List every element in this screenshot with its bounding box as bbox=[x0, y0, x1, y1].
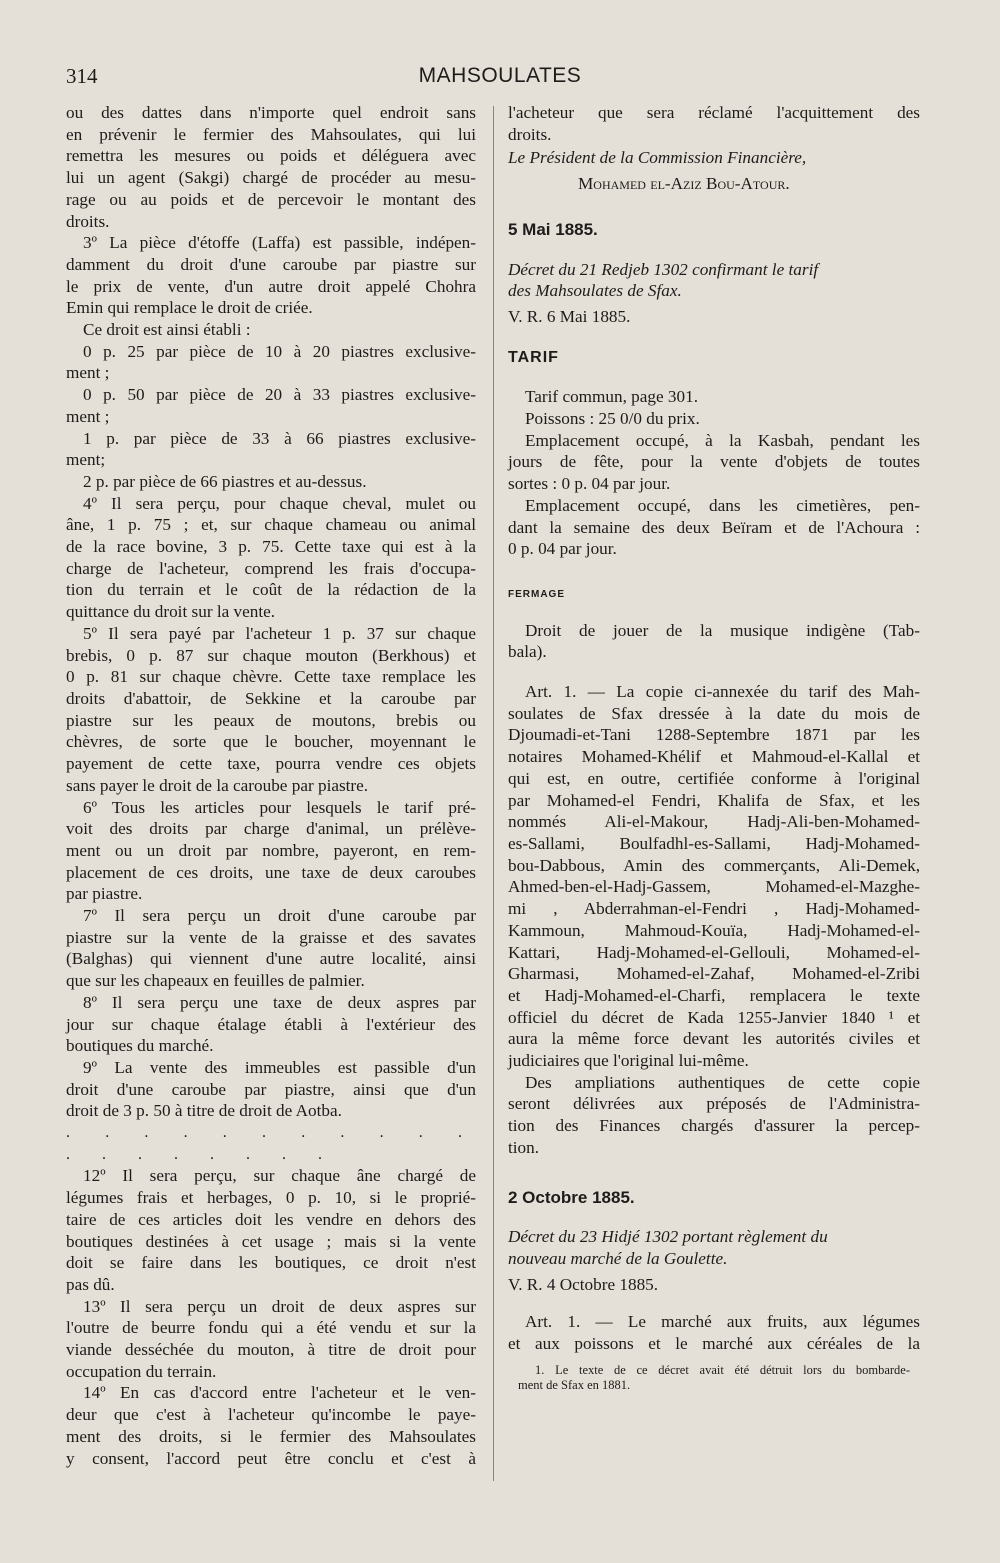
text-line: nouveau marché de la Goulette. bbox=[508, 1248, 728, 1268]
text-line: Djoumadi-et-Tani 1288-Septembre 1871 par les bbox=[508, 725, 920, 745]
text-line: par piastre. bbox=[66, 884, 143, 904]
decree-title bbox=[508, 1226, 920, 1269]
text-line: aura la même force devant les autorités civiles et bbox=[508, 1029, 920, 1049]
text-line: jour sur chaque étalage établi à l'extérieur des bbox=[66, 1014, 476, 1034]
ellipsis-row: . . . . . . . . . . . . . . . . . . . bbox=[66, 1124, 476, 1163]
footnote bbox=[508, 1363, 920, 1393]
text-line: jours de fête, pour la vente d'objets de toutes bbox=[508, 452, 920, 472]
running-title: MAHSOULATES bbox=[418, 64, 582, 87]
column-divider bbox=[493, 106, 494, 1481]
text-line: 6º Tous les articles pour lesquels le tarif pré- bbox=[83, 797, 476, 817]
text-line: Droit de jouer de la musique indigène (Tab- bbox=[525, 620, 920, 640]
paragraph: Poissons : 25 0/0 du prix. bbox=[525, 409, 700, 429]
text-line: bou-Dabbous, Amin des commerçants, Ali-Demek, bbox=[508, 855, 920, 875]
text-line: voit des droits par charge d'animal, un prélève- bbox=[66, 819, 476, 839]
paragraph bbox=[66, 471, 476, 493]
text-line: en prévenir le fermier des Mahsoulates, qui lui bbox=[66, 124, 476, 144]
text-line: Emplacement occupé, dans les cimetières, pen- bbox=[525, 495, 920, 515]
paragraph bbox=[508, 102, 920, 145]
text-line: et Hadj-Mohamed-el-Charfi, remplacera le texte bbox=[508, 985, 920, 1005]
text-line: Emin qui remplace le droit de criée. bbox=[66, 298, 313, 318]
text-line: ment; bbox=[66, 450, 106, 470]
paragraph bbox=[66, 428, 476, 471]
decree-reference: V. R. 6 Mai 1885. bbox=[508, 306, 631, 326]
text-line: notaires Mohamed-Khélif et Mahmoud-el-Kallal et bbox=[508, 747, 920, 767]
text-line: Ce droit est ainsi établi : bbox=[83, 320, 251, 340]
article bbox=[508, 1311, 920, 1354]
paragraph bbox=[66, 102, 476, 232]
text-line: remettra les mesures ou poids et déléguera avec bbox=[66, 146, 476, 166]
text-line: officiel du décret de Kada 1255-Janvier 1840 ¹ et bbox=[508, 1007, 920, 1027]
text-line: droits d'abattoir, de Sekkine et la caroube par bbox=[66, 688, 476, 708]
text-line: payement de cette taxe, pourra vendre ces objets bbox=[66, 754, 476, 774]
paragraph bbox=[66, 1165, 476, 1295]
text-line: 7º Il sera perçu un droit d'une caroube par bbox=[83, 906, 476, 926]
text-line: Des ampliations authentiques de cette copie bbox=[525, 1072, 920, 1092]
text-line: légumes frais et herbages, 0 p. 10, si le proprié- bbox=[66, 1188, 476, 1208]
text-line: ment de Sfax en 1881. bbox=[518, 1377, 631, 1392]
text-line: occupation du terrain. bbox=[66, 1361, 217, 1381]
text-line: Gharmasi, Mohamed-el-Zahaf, Mohamed-el-Zribi bbox=[508, 964, 920, 984]
paragraph bbox=[66, 319, 476, 341]
text-line: lui un agent (Sakgi) chargé de procéder au mesu- bbox=[66, 168, 476, 188]
text-line: boutiques destinées à cet usage ; mais si la vente bbox=[66, 1231, 476, 1251]
signature-name: Mohamed el-Aziz Bou-Atour. bbox=[578, 174, 790, 194]
text-line: qui est, en outre, certifiée conforme à l'original bbox=[508, 768, 920, 788]
text-line: dant la semaine des deux Beïram et de l'Achoura : bbox=[508, 517, 920, 537]
paragraph bbox=[66, 1382, 476, 1469]
text-line: 2 p. par pièce de 66 piastres et au-dessus. bbox=[83, 471, 367, 491]
text-line: ment ; bbox=[66, 363, 110, 383]
paragraph bbox=[66, 623, 476, 797]
paragraph bbox=[66, 341, 476, 384]
paragraph bbox=[66, 905, 476, 992]
text-line: 0 p. 81 sur chaque chèvre. Cette taxe remplace les bbox=[66, 667, 476, 687]
text-line: et aux poissons et le marché aux céréales de la bbox=[508, 1334, 920, 1354]
text-line: tion. bbox=[508, 1137, 540, 1157]
paragraph bbox=[66, 1057, 476, 1122]
text-line: boutiques du marché. bbox=[66, 1036, 214, 1056]
text-line: droit de 3 p. 50 à titre de droit de Aotba. bbox=[66, 1101, 342, 1121]
article bbox=[508, 681, 920, 1072]
text-line: damment du droit d'une caroube par piastre sur bbox=[66, 254, 476, 274]
text-line: Emplacement occupé, à la Kasbah, pendant les bbox=[525, 430, 920, 450]
text-line: 8º Il sera perçu une taxe de deux aspres par bbox=[83, 992, 476, 1012]
paragraph bbox=[66, 384, 476, 427]
text-line: rage ou au poids et de percevoir le montant des bbox=[66, 189, 476, 209]
text-line: le prix de vente, d'un autre droit appelé Chohra bbox=[66, 276, 476, 296]
text-line: piastre sur la vente de la graisse et des savates bbox=[66, 927, 476, 947]
text-line: Art. 1. — La copie ci-annexée du tarif des Mah- bbox=[525, 682, 920, 702]
text-line: Ahmed-ben-el-Hadj-Gassem, Mohamed-el-Mazghe- bbox=[508, 877, 920, 897]
page-number: 314 bbox=[66, 64, 98, 88]
paragraph: Tarif commun, page 301. bbox=[525, 387, 699, 407]
left-column bbox=[66, 102, 476, 1469]
paragraph bbox=[66, 232, 476, 319]
text-line: des Mahsoulates de Sfax. bbox=[508, 281, 682, 301]
text-line: doit se faire dans les boutiques, ce droit n'est bbox=[66, 1253, 476, 1273]
text-line: tion des Finances chargés d'assurer la percep- bbox=[508, 1116, 920, 1136]
text-line: 0 p. 25 par pièce de 10 à 20 piastres exclusive- bbox=[83, 341, 476, 361]
text-line: l'acheteur que sera réclamé l'acquittement des bbox=[508, 103, 920, 122]
text-line: 1. Le texte de ce décret avait été détruit lors du bombarde- bbox=[535, 1362, 910, 1377]
text-line: que sur les chapeaux en feuilles de palmier. bbox=[66, 971, 365, 991]
section-date: 5 Mai 1885. bbox=[508, 219, 598, 239]
signature-title: Le Président de la Commission Financière, bbox=[508, 148, 807, 168]
text-line: soulates de Sfax dressée à la date du mois de bbox=[508, 703, 920, 723]
article bbox=[508, 1072, 920, 1159]
text-line: ment ou un droit par nombre, payeront, en rem- bbox=[66, 840, 476, 860]
text-line: l'outre de beurre fondu qui a été vendu et sur la bbox=[66, 1318, 476, 1338]
right-column bbox=[508, 102, 920, 1393]
text-line: seront délivrées aux préposés de l'Administra- bbox=[508, 1094, 920, 1114]
text-line: sortes : 0 p. 04 par jour. bbox=[508, 474, 671, 494]
text-line: (Balghas) qui viennent d'une autre localité, ainsi bbox=[66, 949, 476, 969]
text-line: pas dû. bbox=[66, 1274, 115, 1294]
paragraph bbox=[508, 620, 920, 663]
text-line: 0 p. 50 par pièce de 20 à 33 piastres exclusive- bbox=[83, 385, 476, 405]
text-line: 0 p. 04 par jour. bbox=[508, 539, 617, 559]
paragraph bbox=[66, 992, 476, 1057]
text-line: Décret du 21 Redjeb 1302 confirmant le tarif bbox=[508, 259, 819, 279]
text-line: viande desséchée du mouton, à titre de droit pour bbox=[66, 1340, 476, 1360]
text-line: 1 p. par pièce de 33 à 66 piastres exclusive- bbox=[83, 428, 476, 448]
text-line: chèvres, de sorte que le boucher, moyennant le bbox=[66, 732, 476, 752]
text-line: mi , Abderrahman-el-Fendri , Hadj-Mohamed- bbox=[508, 899, 920, 919]
section-date: 2 Octobre 1885. bbox=[508, 1187, 635, 1207]
text-line: sans payer le droit de la caroube par piastre. bbox=[66, 775, 369, 795]
text-line: 9º La vente des immeubles est passible d'un bbox=[83, 1057, 476, 1077]
text-line: bala). bbox=[508, 642, 547, 662]
text-line: 5º Il sera payé par l'acheteur 1 p. 37 sur chaque bbox=[83, 623, 476, 643]
text-line: âne, 1 p. 75 ; et, sur chaque chameau ou animal bbox=[66, 515, 476, 535]
text-line: tion du terrain et le coût de la rédaction de la bbox=[66, 580, 476, 600]
text-line: droits. bbox=[508, 124, 552, 144]
text-line: nommés Ali-el-Makour, Hadj-Ali-ben-Mohamed- bbox=[508, 812, 920, 832]
text-line: droit d'une caroube par piastre, ainsi que d'un bbox=[66, 1079, 476, 1099]
section-heading: TARIF bbox=[508, 348, 559, 366]
paragraph bbox=[508, 430, 920, 495]
text-line: 13º Il sera perçu un droit de deux aspres sur bbox=[83, 1296, 476, 1316]
paragraph bbox=[66, 493, 476, 623]
text-line: placement de ces droits, une taxe de deux caroubes bbox=[66, 862, 476, 882]
section-heading: FERMAGE bbox=[508, 588, 565, 600]
text-line: judiciaires que l'original lui-même. bbox=[508, 1051, 749, 1071]
text-line: par Mohamed-el Fendri, Khalifa de Sfax, et les bbox=[508, 790, 920, 810]
text-line: piastre sur les peaux de moutons, brebis ou bbox=[66, 710, 476, 730]
text-line: 14º En cas d'accord entre l'acheteur et le ven- bbox=[83, 1383, 476, 1403]
text-line: 4º Il sera perçu, pour chaque cheval, mulet ou bbox=[83, 493, 476, 513]
text-line: droits. bbox=[66, 211, 110, 231]
text-line: deur que c'est à l'acheteur qu'incombe le paye- bbox=[66, 1405, 476, 1425]
text-line: y consent, l'accord peut être conclu et c'est à bbox=[66, 1448, 476, 1468]
text-line: brebis, 0 p. 87 sur chaque mouton (Berkhous) et bbox=[66, 645, 476, 665]
paragraph bbox=[66, 1296, 476, 1383]
text-line: Kammoun, Mahmoud-Kouïa, Hadj-Mohamed-el- bbox=[508, 920, 920, 940]
text-line: es-Sallami, Boulfadhl-es-Sallami, Hadj-Mohamed- bbox=[508, 833, 920, 853]
text-line: charge de l'acheteur, comprend les frais d'occupa- bbox=[66, 558, 476, 578]
text-line: de la race bovine, 3 p. 75. Cette taxe qui est à la bbox=[66, 537, 476, 557]
text-line: ou des dattes dans n'importe quel endroit sans bbox=[66, 103, 476, 122]
text-line: 12º Il sera perçu, sur chaque âne chargé de bbox=[83, 1166, 476, 1186]
text-line: quittance du droit sur la vente. bbox=[66, 602, 276, 622]
paragraph bbox=[66, 797, 476, 906]
decree-reference: V. R. 4 Octobre 1885. bbox=[508, 1274, 659, 1294]
text-line: taire de ces articles doit les vendre en dehors des bbox=[66, 1209, 476, 1229]
text-line: ment ; bbox=[66, 406, 110, 426]
text-line: Décret du 23 Hidjé 1302 portant règlement du bbox=[508, 1227, 828, 1247]
text-line: Art. 1. — Le marché aux fruits, aux légumes bbox=[525, 1312, 920, 1332]
text-line: 3º La pièce d'étoffe (Laffa) est passible, indépen- bbox=[83, 233, 476, 253]
text-line: ment des droits, si le fermier des Mahsoulates bbox=[66, 1426, 476, 1446]
paragraph bbox=[508, 495, 920, 560]
decree-title bbox=[508, 259, 920, 302]
text-line: Kattari, Hadj-Mohamed-el-Gellouli, Mohamed-el- bbox=[508, 942, 920, 962]
